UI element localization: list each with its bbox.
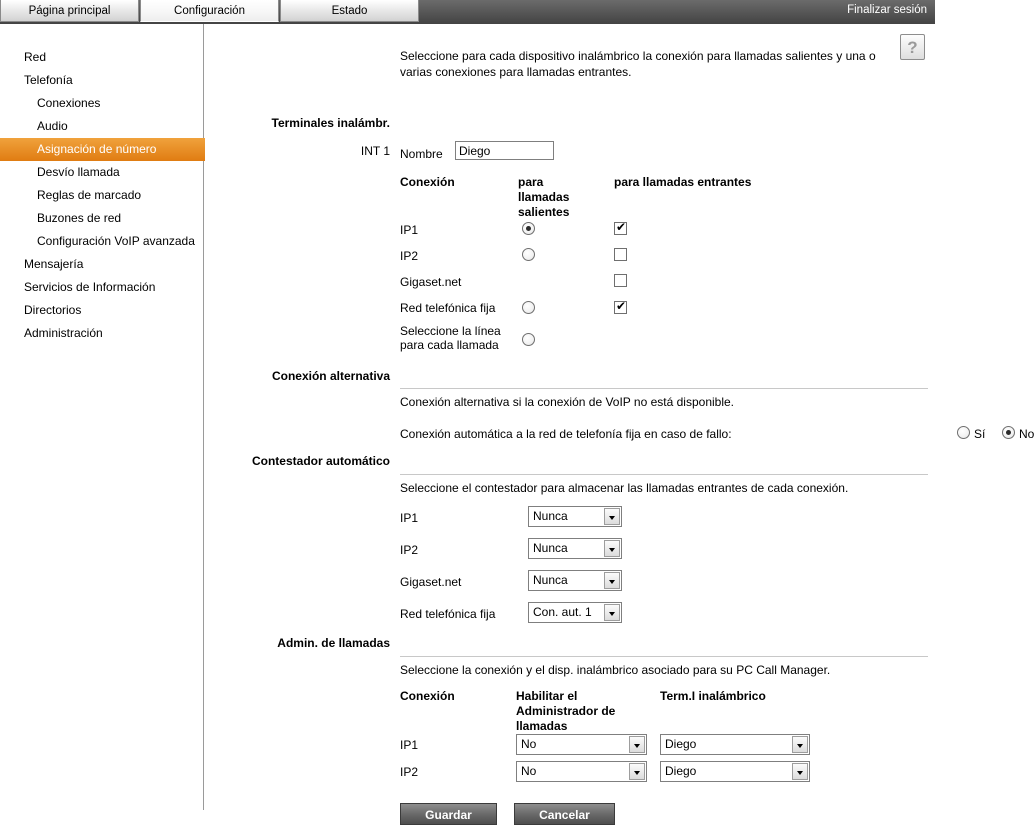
cm-handset-select-ip1-value: Diego xyxy=(665,737,697,751)
tab-settings[interactable]: Configuración xyxy=(140,0,279,22)
section-label-alt-connection: Conexión alternativa xyxy=(271,369,390,383)
outgoing-radio-seleccione-linea[interactable] xyxy=(522,333,535,346)
incoming-checkbox-ip1[interactable] xyxy=(614,222,627,235)
row-label-red-telefonica-fija: Red telefónica fija xyxy=(400,301,496,315)
tab-bar xyxy=(0,0,420,24)
sidebar-item-buzones-de-red[interactable]: Buzones de red xyxy=(37,211,122,225)
section-label-handsets: Terminales inalámbr. xyxy=(271,116,390,130)
outgoing-radio-ip1[interactable] xyxy=(522,222,535,235)
row-label-ip2: IP2 xyxy=(400,249,419,263)
alt-connection-label-no: No xyxy=(1019,427,1034,441)
cm-column-header-connection: Conexión xyxy=(400,689,455,703)
cm-row-label-ip1: IP1 xyxy=(400,738,419,752)
incoming-checkbox-red-telefonica-fija[interactable] xyxy=(614,301,627,314)
section-label-answering-machine: Contestador automático xyxy=(251,454,390,468)
divider-call-manager xyxy=(400,656,928,657)
row-label-gigasetnet: Gigaset.net xyxy=(400,275,462,289)
answering-machine-description: Seleccione el contestador para almacenar las llamadas entrantes de cada conexión. xyxy=(400,481,849,495)
alt-connection-description: Conexión alternativa si la conexión de VoIP no está disponible. xyxy=(400,395,735,409)
sidebar-item-asignacion-de-numero[interactable]: Asignación de número xyxy=(0,138,208,161)
am-select-ip2-value: Nunca xyxy=(533,541,568,555)
am-row-label-gigasetnet: Gigaset.net xyxy=(400,575,462,589)
sidebar-item-administracion[interactable]: Administración xyxy=(24,326,103,340)
cm-handset-select-ip2[interactable] xyxy=(660,761,810,782)
am-select-gigasetnet-value: Nunca xyxy=(533,573,568,587)
name-label: Nombre xyxy=(400,147,443,161)
am-select-ip1[interactable] xyxy=(528,506,622,527)
am-row-label-red-telefonica-fija: Red telefónica fija xyxy=(400,607,496,621)
sidebar-item-reglas-de-marcado[interactable]: Reglas de marcado xyxy=(37,188,142,202)
am-select-ip2[interactable] xyxy=(528,538,622,559)
tab-status[interactable]: Estado xyxy=(280,0,419,22)
alt-connection-radio-yes[interactable] xyxy=(957,426,970,439)
chevron-down-icon[interactable] xyxy=(629,763,645,780)
divider-answering-machine xyxy=(400,474,928,475)
sidebar-item-audio[interactable]: Audio xyxy=(37,119,68,133)
sidebar-item-conexiones[interactable]: Conexiones xyxy=(37,96,101,110)
sidebar-item-configuracion-voip-avanzada[interactable]: Configuración VoIP avanzada xyxy=(37,234,195,248)
sidebar xyxy=(0,24,204,810)
cancel-button[interactable]: Cancelar xyxy=(514,803,615,825)
cm-enable-select-ip1[interactable] xyxy=(516,734,647,755)
cm-enable-select-ip2[interactable] xyxy=(516,761,647,782)
sidebar-item-directorios[interactable]: Directorios xyxy=(24,303,82,317)
outgoing-radio-red-telefonica-fija[interactable] xyxy=(522,301,535,314)
sidebar-item-desvio-llamada[interactable]: Desvío llamada xyxy=(37,165,120,179)
column-header-connection: Conexión xyxy=(400,175,455,189)
intro-text: Seleccione para cada dispositivo inalámbrico la conexión para llamadas salientes y una o varias conexiones para llamadas entrantes. xyxy=(400,49,876,79)
divider-alt-connection xyxy=(400,388,928,389)
am-select-red-telefonica-fija-value: Con. aut. 1 xyxy=(533,605,592,619)
cm-column-header-enable: Habilitar el Administrador de llamadas xyxy=(516,689,616,733)
save-button[interactable]: Guardar xyxy=(400,803,497,825)
chevron-down-icon[interactable] xyxy=(792,736,808,753)
cm-enable-select-ip1-value: No xyxy=(521,737,537,751)
alt-connection-radio-no[interactable] xyxy=(1002,426,1015,439)
am-select-gigasetnet[interactable] xyxy=(528,570,622,591)
content-pane xyxy=(205,24,1034,822)
chevron-down-icon[interactable] xyxy=(604,508,620,525)
cm-column-header-handset: Term.I inalámbrico xyxy=(660,689,766,703)
chevron-down-icon[interactable] xyxy=(629,736,645,753)
chevron-down-icon[interactable] xyxy=(604,604,620,621)
cm-row-label-ip2: IP2 xyxy=(400,765,419,779)
cm-handset-select-ip1[interactable] xyxy=(660,734,810,755)
sidebar-item-red[interactable]: Red xyxy=(24,50,47,64)
column-header-outgoing: para llamadas salientes xyxy=(518,175,570,219)
am-select-ip1-value: Nunca xyxy=(533,509,568,523)
incoming-checkbox-gigasetnet[interactable] xyxy=(614,274,627,287)
logout-link[interactable]: Finalizar sesión xyxy=(847,4,927,16)
section-label-call-manager: Admin. de llamadas xyxy=(277,636,390,650)
alt-connection-question: Conexión automática a la red de telefonía fija en caso de fallo: xyxy=(400,427,732,441)
row-label-seleccione-linea: Seleccione la línea para cada llamada xyxy=(400,324,501,352)
row-label-ip1: IP1 xyxy=(400,223,419,237)
call-manager-description: Seleccione la conexión y el disp. inalámbrico asociado para su PC Call Manager. xyxy=(400,663,831,677)
am-row-label-ip1: IP1 xyxy=(400,511,419,525)
handset-int-label: INT 1 xyxy=(360,144,390,158)
help-icon[interactable]: ? xyxy=(900,34,925,60)
top-bar xyxy=(0,0,935,24)
sidebar-item-telefonia[interactable]: Telefonía xyxy=(24,73,73,87)
tab-home[interactable]: Página principal xyxy=(0,0,139,22)
chevron-down-icon[interactable] xyxy=(604,572,620,589)
chevron-down-icon[interactable] xyxy=(792,763,808,780)
chevron-down-icon[interactable] xyxy=(604,540,620,557)
cm-handset-select-ip2-value: Diego xyxy=(665,764,697,778)
column-header-incoming: para llamadas entrantes xyxy=(614,175,752,189)
am-select-red-telefonica-fija[interactable] xyxy=(528,602,622,623)
sidebar-item-mensajeria[interactable]: Mensajería xyxy=(24,257,84,271)
cm-enable-select-ip2-value: No xyxy=(521,764,537,778)
am-row-label-ip2: IP2 xyxy=(400,543,419,557)
alt-connection-label-yes: Sí xyxy=(974,427,986,441)
outgoing-radio-ip2[interactable] xyxy=(522,248,535,261)
incoming-checkbox-ip2[interactable] xyxy=(614,248,627,261)
handset-name-input[interactable] xyxy=(455,141,554,160)
sidebar-item-servicios-de-informacion[interactable]: Servicios de Información xyxy=(24,280,156,294)
